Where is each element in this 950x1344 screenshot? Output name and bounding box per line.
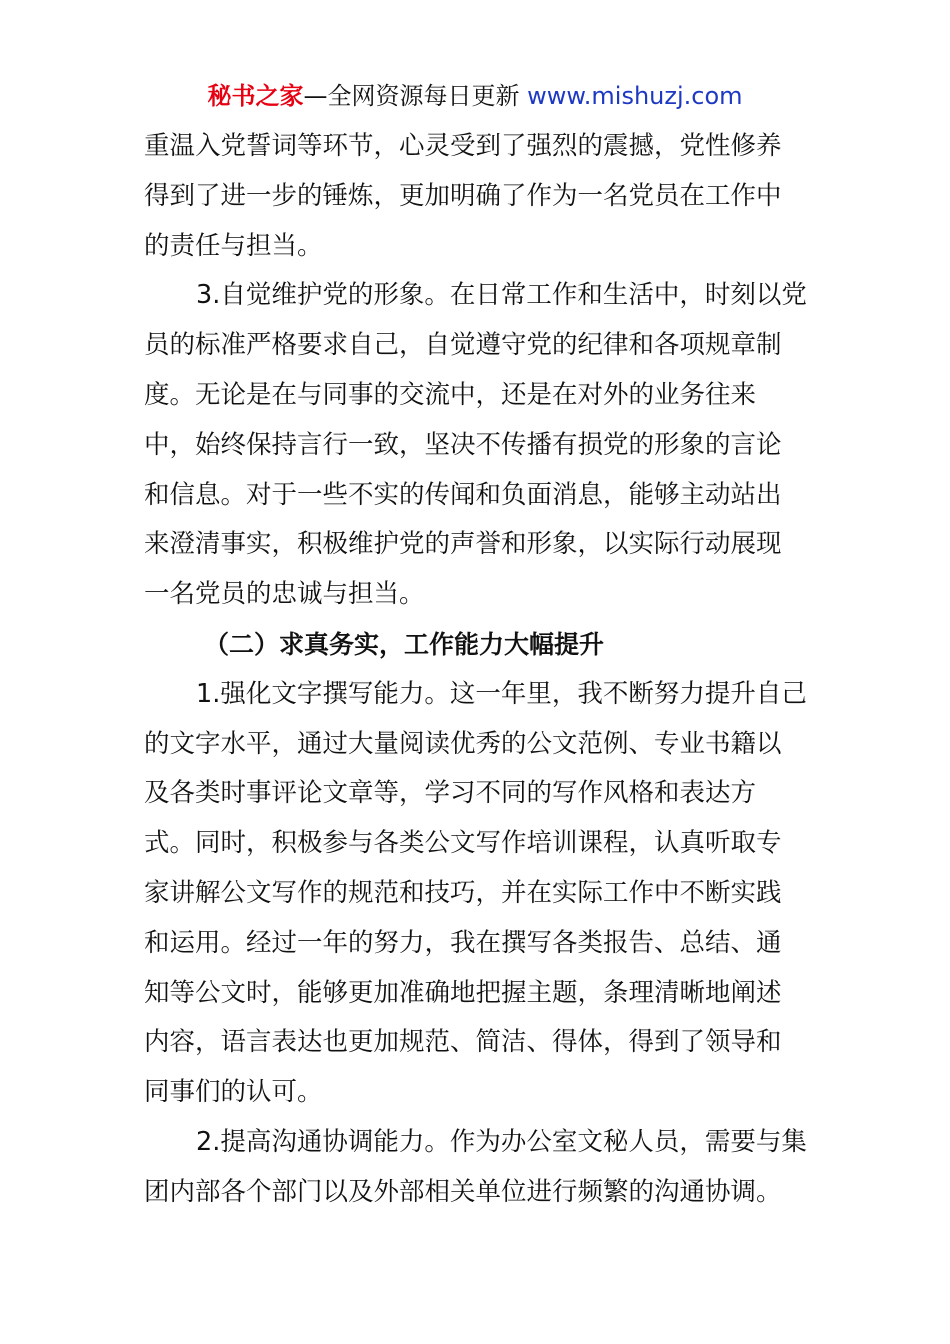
- paragraph-start: 3.自觉维护党的形象。在日常工作和生活中，时刻以党: [196, 280, 807, 311]
- site-tagline: —全网资源每日更新: [303, 82, 520, 110]
- text-line: 家讲解公文写作的规范和技巧，并在实际工作中不断实践: [144, 877, 782, 908]
- text-line: 的文字水平，通过大量阅读优秀的公文范例、专业书籍以: [144, 728, 782, 759]
- paragraph-start: 1.强化文字撰写能力。这一年里，我不断努力提升自己: [196, 678, 807, 709]
- text-line: 同事们的认可。: [144, 1077, 323, 1108]
- text-line: 得到了进一步的锤炼，更加明确了作为一名党员在工作中: [144, 180, 782, 211]
- text-line: 和信息。对于一些不实的传闻和负面消息，能够主动站出: [144, 479, 782, 510]
- text-line: 员的标准严格要求自己，自觉遵守党的纪律和各项规章制: [144, 330, 782, 361]
- text-line: 一名党员的忠诚与担当。: [144, 579, 425, 610]
- site-brand: 秘书之家: [207, 82, 304, 110]
- text-line: 来澄清事实，积极维护党的声誉和形象，以实际行动展现: [144, 529, 782, 560]
- text-line: 知等公文时，能够更加准确地把握主题，条理清晰地阐述: [144, 977, 782, 1008]
- text-line: 中，始终保持言行一致，坚决不传播有损党的形象的言论: [144, 429, 782, 460]
- text-line: 重温入党誓词等环节，心灵受到了强烈的震撼，党性修养: [144, 131, 782, 161]
- document-body: [144, 122, 808, 1218]
- text-line: 内容，语言表达也更加规范、简洁、得体，得到了领导和: [144, 1027, 782, 1058]
- section-heading: （二）求真务实，工作能力大幅提升: [204, 629, 605, 659]
- text-line: 度。无论是在与同事的交流中，还是在对外的业务往来: [144, 379, 757, 410]
- text-line: 的责任与担当。: [144, 230, 323, 261]
- page-header: [0, 80, 950, 112]
- text-line: 及各类时事评论文章等，学习不同的写作风格和表达方: [144, 778, 757, 809]
- text-line: 和运用。经过一年的努力，我在撰写各类报告、总结、通: [144, 927, 782, 958]
- text-line: 式。同时，积极参与各类公文写作培训课程，认真听取专: [144, 828, 782, 859]
- site-url[interactable]: www.mishuzj.com: [527, 82, 743, 110]
- paragraph-start: 2.提高沟通协调能力。作为办公室文秘人员，需要与集: [196, 1126, 807, 1157]
- text-line: 团内部各个部门以及外部相关单位进行频繁的沟通协调。: [144, 1176, 782, 1207]
